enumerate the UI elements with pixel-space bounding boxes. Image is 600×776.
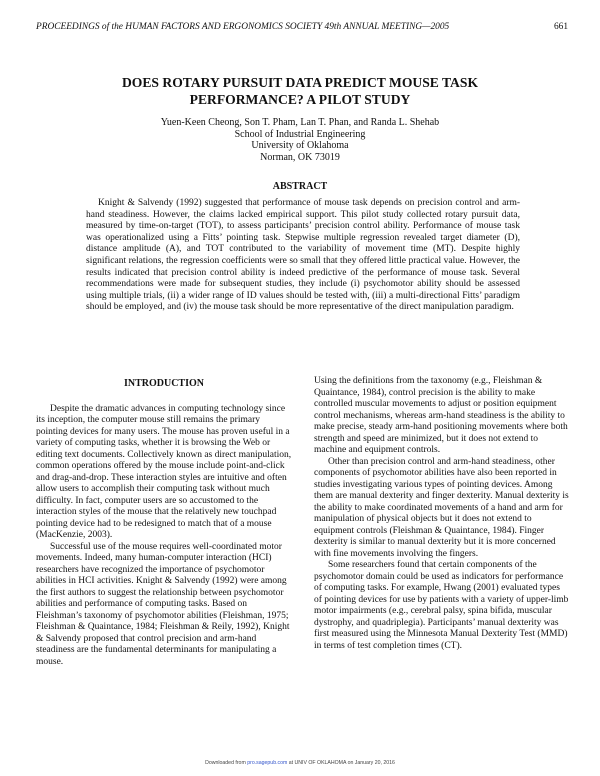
- affiliation-university: University of Oklahoma: [251, 140, 349, 152]
- right-column: [314, 376, 570, 652]
- affiliation-location: Norman, OK 73019: [260, 151, 340, 163]
- affiliation-school: School of Industrial Engineering: [234, 128, 366, 140]
- intro-paragraph-1: Despite the dramatic advances in computing technology since its inception, the computer mouse still remains the primary pointing devices for many users. The mouse has proven useful in a variety of computing tasks, whether it is browsing the Web or editing text documents. Collectively known as direct manipulation, common operations offered by the mouse include point-and-click and drag-and-drop. These interaction styles are intuitive and often allow users to accomplish their computing task without much difficulty. In fact, computer users are so accustomed to the interaction styles of the mouse that the relatively new touchpad pointing device had to be redesigned to match that of a mouse (MacKenzie, 2003).: [36, 403, 292, 541]
- intro-paragraph-5: Some researchers found that certain components of the psychomotor domain could be used as indicators for performance of computing tasks. For example, Hwang (2001) evaluated types of pointing devices for use by patients with a variety of upper-limb motor impairments (e.g., cerebral palsy, spina bifida, muscular dystrophy, and quadriplegia). Participants’ manual dexterity was first measured using the Minnesota Manual Dexterity Test (MMD) in terms of test completion times (CT).: [314, 560, 569, 651]
- author-block: [0, 117, 600, 163]
- intro-paragraph-3: Using the definitions from the taxonomy (e.g., Fleishman & Quaintance, 1984), control precision is the ability to make controlled muscular movements to adjust or position equipment control mechanisms, whereas arm-hand steadiness is the ability to make precise, steady arm-hand positioning movements where both strength and speed are minimized, but it does not extend to machine and equipment controls.: [314, 376, 568, 456]
- abstract-body: [86, 198, 520, 314]
- footer-prefix: Downloaded from: [205, 760, 246, 766]
- intro-paragraph-2: Successful use of the mouse requires well-coordinated motor movements. Indeed, many human-computer interaction (HCI) researchers have recognized the importance of psychomotor abilities in HCI activities. Knight & Salvendy (1992) were among the first authors to suggest the relationship between psychomotor abilities and performance of computing tasks. Based on Fleishman’s taxonomy of psychomotor abilities (Fleishman, 1975; Fleishman & Quaintance, 1984; Fleishman & Reily, 1992), Knight & Salvendy proposed that control precision and arm-hand steadiness are the fundamental determinants for manipulating a mouse.: [36, 541, 290, 667]
- left-column: [36, 376, 292, 668]
- footer-link[interactable]: pro.sagepub.com: [247, 760, 288, 766]
- paper-title: [0, 74, 600, 108]
- footer-suffix: at UNIV OF OKLAHOMA on January 20, 2016: [288, 760, 395, 766]
- title-line-2: PERFORMANCE? A PILOT STUDY: [189, 92, 411, 107]
- running-head: PROCEEDINGS of the HUMAN FACTORS AND ERGONOMICS SOCIETY 49th ANNUAL MEETING—2005: [36, 22, 450, 32]
- intro-paragraph-4: Other than precision control and arm-hand steadiness, other components of psychomotor abilities have also been reported in studies investigating various types of pointing devices. Among them are manual dexterity and finger dexterity. Manual dexterity is the ability to make coordinated movements of a hand and arm for manipulation of physical objects but it does not extend to equipment controls (Fleishman & Quaintance, 1984). Finger dexterity is similar to manual dexterity but it is more concerned with fine movements involving the fingers.: [314, 456, 569, 559]
- title-line-1: DOES ROTARY PURSUIT DATA PREDICT MOUSE TASK: [121, 75, 479, 90]
- author-names: Yuen-Keen Cheong, Son T. Pham, Lan T. Phan, and Randa L. Shehab: [160, 117, 440, 128]
- abstract-text: Knight & Salvendy (1992) suggested that performance of mouse task depends on precision control and arm-hand steadiness. However, the claims lacked empirical support. This pilot study collected rotary pursuit data, measured by time-on-target (TOT), to assess participants’ precision control ability. Performance of mouse task was operationalized using a Fitts’ pointing task. Stepwise multiple regression revealed target diameter (D), distance amplitude (A), and TOT contributed to the variability of movement time (MT). Despite highly significant relations, the regression coefficients were so small that they offered little practical value. However, the results indicated that precision control ability is indeed predictive of the performance of mouse task. Several recommendations were made for subsequent studies, they include (i) psychomotor ability should be assessed using multiple trials, (ii) a wider range of ID values should be tested with, (iii) a multi-directional Fitts’ paradigm should be employed, and (iv) the mouse task should be more representative of the direct manipulation paradigm.: [86, 198, 520, 313]
- download-footer: [0, 760, 600, 766]
- introduction-heading: INTRODUCTION: [123, 378, 204, 389]
- abstract-heading: ABSTRACT: [272, 181, 328, 192]
- page-number: 661: [553, 22, 568, 32]
